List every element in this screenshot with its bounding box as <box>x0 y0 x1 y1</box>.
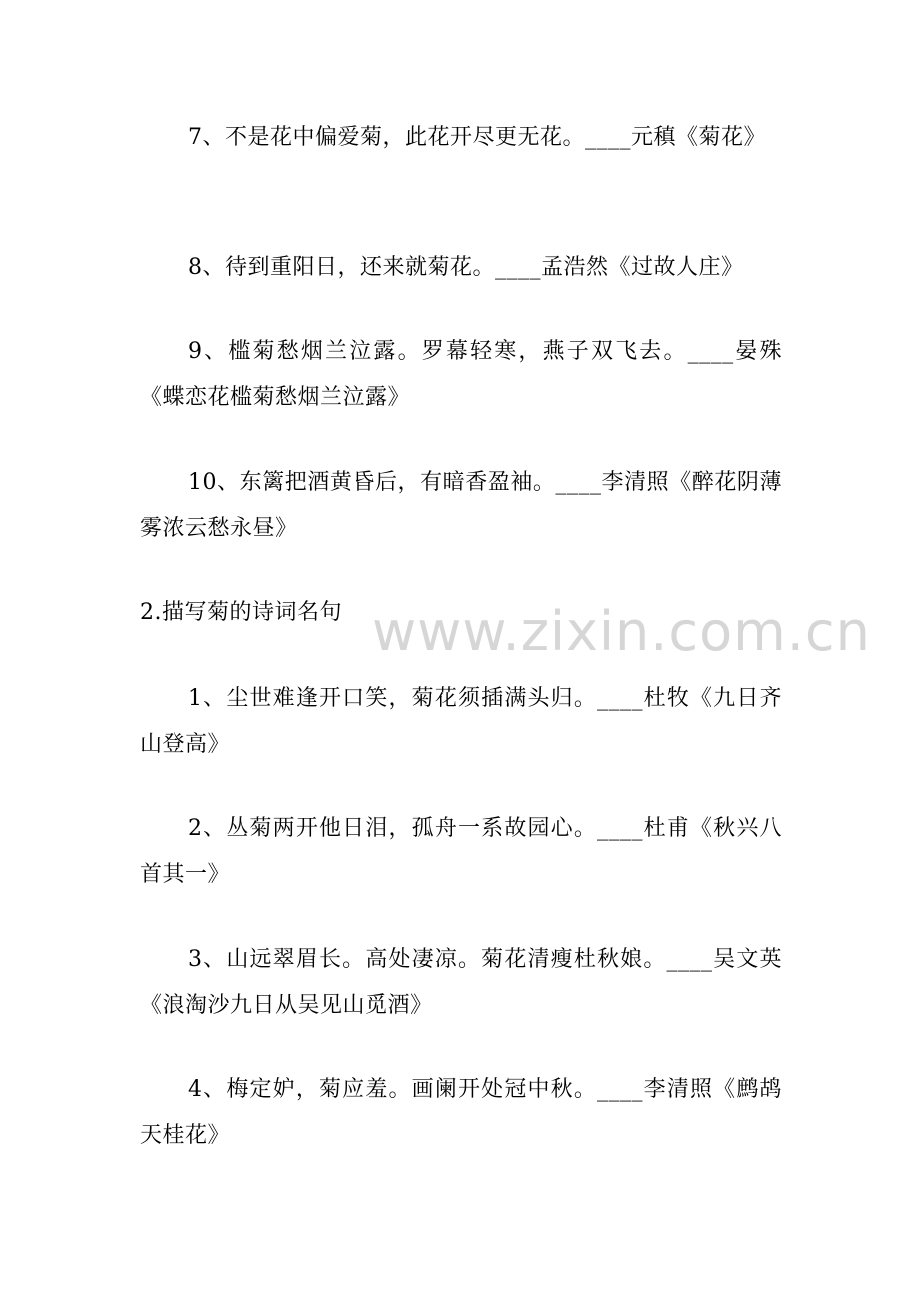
poem-line-4: 4、梅定妒，菊应羞。画阑开处冠中秋。____李清照《鹧鸪天桂花》 <box>140 1077 782 1148</box>
poem-line-8: 8、待到重阳日，还来就菊花。____孟浩然《过故人庄》 <box>188 255 744 280</box>
poem-line-3: 3、山远翠眉长。高处凄凉。菊花清瘦杜秋娘。____吴文英《浪淘沙九日从吴见山觅酒》 <box>140 947 782 1018</box>
poem-line-1: 1、尘世难逢开口笑，菊花须插满头归。____杜牧《九日齐山登高》 <box>140 686 782 757</box>
section-heading: 2.描写菊的诗词名句 <box>140 600 342 625</box>
poem-line-10: 10、东篱把酒黄昏后，有暗香盈袖。____李清照《醉花阴薄雾浓云愁永昼》 <box>140 470 782 541</box>
poem-line-2: 2、丛菊两开他日泪，孤舟一系故园心。____杜甫《秋兴八首其一》 <box>140 816 782 887</box>
poem-line-9: 9、槛菊愁烟兰泣露。罗幕轻寒，燕子双飞去。____晏殊《蝶恋花槛菊愁烟兰泣露》 <box>140 339 782 410</box>
watermark: www.zixin.com.cn <box>372 600 871 663</box>
poem-line-7: 7、不是花中偏爱菊，此花开尽更无花。____元稹《菊花》 <box>188 125 766 150</box>
